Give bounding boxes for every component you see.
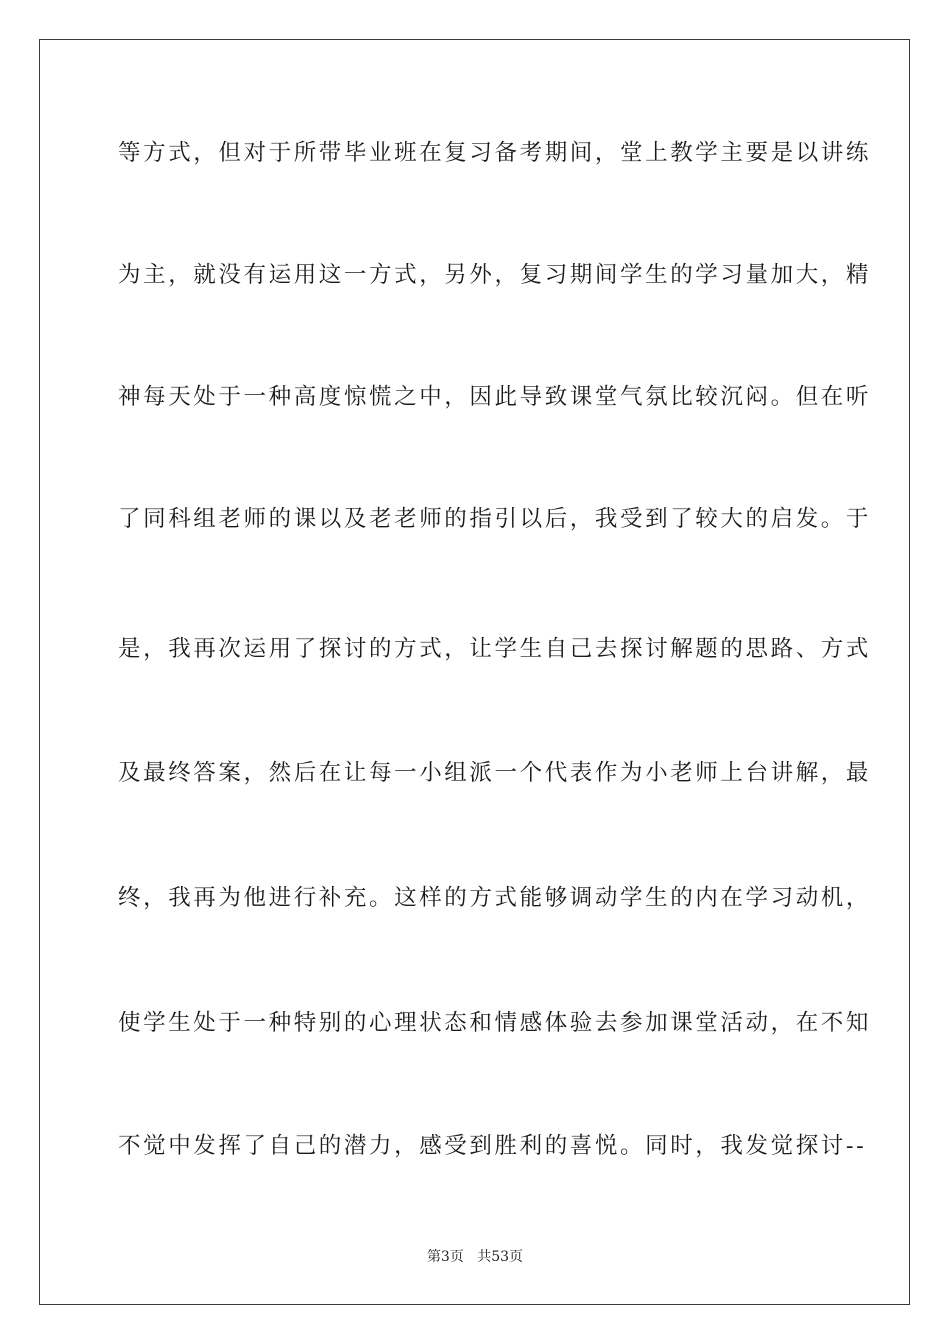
text-line: 为主，就没有运用这一方式，另外，复习期间学生的学习量加大，精 xyxy=(118,262,872,288)
page-border xyxy=(39,39,910,1305)
text-line: 使学生处于一种特别的心理状态和情感体验去参加课堂活动，在不知 xyxy=(118,1010,872,1036)
total-pages: 共53页 xyxy=(477,1249,524,1265)
text-line: 等方式，但对于所带毕业班在复习备考期间，堂上教学主要是以讲练 xyxy=(118,140,872,166)
text-line: 终，我再为他进行补充。这样的方式能够调动学生的内在学习动机， xyxy=(118,885,872,911)
text-line: 是，我再次运用了探讨的方式，让学生自己去探讨解题的思路、方式 xyxy=(118,636,872,662)
text-line: 不觉中发挥了自己的潜力，感受到胜利的喜悦。同时，我发觉探讨-- xyxy=(118,1133,867,1159)
text-line: 及最终答案，然后在让每一小组派一个代表作为小老师上台讲解，最 xyxy=(118,760,872,786)
page-footer xyxy=(0,1248,950,1266)
page-number: 第3页 xyxy=(426,1249,464,1265)
text-line: 神每天处于一种高度惊慌之中，因此导致课堂气氛比较沉闷。但在听 xyxy=(118,384,872,410)
text-line: 了同科组老师的课以及老老师的指引以后，我受到了较大的启发。于 xyxy=(118,506,872,532)
